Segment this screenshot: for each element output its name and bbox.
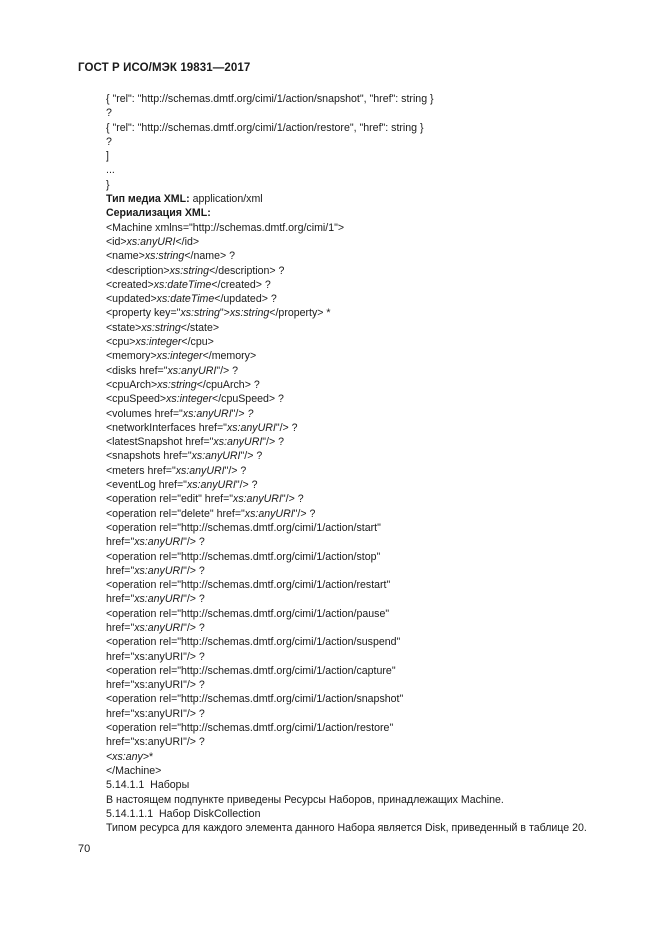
text-segment: <created> xyxy=(106,278,154,291)
document-header: ГОСТ Р ИСО/МЭК 19831—2017 xyxy=(78,62,251,74)
text-segment: xs:dateTime xyxy=(153,278,212,291)
text-segment: xs:anyURI xyxy=(134,564,184,577)
text-segment: xs:anyURI xyxy=(226,421,276,434)
text-line xyxy=(106,163,626,177)
text-line xyxy=(106,149,626,163)
text-line xyxy=(106,650,626,664)
text-segment: <networkInterfaces href=" xyxy=(106,421,227,434)
text-segment: <disks href=" xyxy=(106,364,168,377)
text-segment: <operation rel="edit" href=" xyxy=(106,493,234,506)
text-segment: "/> ? xyxy=(240,450,263,463)
text-segment: <snapshots href=" xyxy=(106,450,192,463)
text-segment: <operation rel="http://schemas.dmtf.org/cimi/1/action/start" xyxy=(106,521,381,534)
text-segment: xs:dateTime xyxy=(156,293,215,306)
text-line xyxy=(106,392,626,406)
text-line xyxy=(106,735,626,749)
text-line xyxy=(106,364,626,378)
text-line xyxy=(106,692,626,706)
text-segment: * xyxy=(149,750,154,763)
text-segment: href=" xyxy=(106,593,135,606)
text-line xyxy=(106,378,626,392)
text-segment: "/> ? xyxy=(183,593,205,606)
text-segment: <operation rel="http://schemas.dmtf.org/cimi/1/action/snapshot" xyxy=(106,693,404,706)
text-segment: </Machine> xyxy=(106,764,162,777)
text-line xyxy=(106,793,626,807)
text-segment: xs:anyURI xyxy=(175,464,225,477)
text-segment: xs:string xyxy=(144,250,185,263)
text-line xyxy=(106,807,626,821)
text-segment: <description> xyxy=(106,264,170,277)
text-segment: <name> xyxy=(106,250,145,263)
text-line xyxy=(106,264,626,278)
text-segment: xs:string xyxy=(141,321,181,334)
text-segment: xs:anyURI xyxy=(167,364,217,377)
text-segment: <operation rel="http://schemas.dmtf.org/cimi/1/action/restart" xyxy=(106,579,391,592)
document-body xyxy=(106,92,626,835)
text-segment: <operation rel="http://schemas.dmtf.org/cimi/1/action/stop" xyxy=(106,550,381,563)
text-segment: ? xyxy=(247,407,254,420)
text-segment: <state> xyxy=(106,321,142,334)
text-segment: <operation rel="http://schemas.dmtf.org/cimi/1/action/capture" xyxy=(106,664,396,677)
text-segment: xs:anyURI xyxy=(213,436,263,449)
text-line xyxy=(106,335,626,349)
text-line xyxy=(106,492,626,506)
text-segment: <updated> xyxy=(106,293,157,306)
text-segment: </memory> xyxy=(202,350,257,363)
text-line xyxy=(106,621,626,635)
text-line xyxy=(106,478,626,492)
text-segment: xs:anyURI xyxy=(134,536,184,549)
text-line xyxy=(106,507,626,521)
text-segment: href="xs:anyURI"/> ? xyxy=(106,650,205,663)
text-line xyxy=(106,535,626,549)
text-segment: Тип медиа XML: xyxy=(106,193,190,206)
text-segment: </cpuSpeed> ? xyxy=(212,393,284,406)
text-segment: application/xml xyxy=(189,193,263,206)
text-line xyxy=(106,449,626,463)
text-segment: Типом ресурса для каждого элемента данного Набора является Disk, приведенный в таблице 20. xyxy=(106,822,587,835)
text-line xyxy=(106,464,626,478)
text-segment: href="xs:anyURI"/> ? xyxy=(106,707,205,720)
text-segment: href=" xyxy=(106,621,135,634)
text-segment: "/> ? xyxy=(216,364,239,377)
text-segment: href="xs:anyURI"/> ? xyxy=(106,736,205,749)
text-segment: xs:anyURI xyxy=(134,593,184,606)
text-segment: <property key=" xyxy=(106,307,181,320)
text-segment: "/> ? xyxy=(281,493,304,506)
text-line xyxy=(106,664,626,678)
text-segment: <cpuArch> xyxy=(106,378,158,391)
text-segment: xs:anyURI xyxy=(126,235,176,248)
text-line xyxy=(106,206,626,220)
text-line xyxy=(106,178,626,192)
text-segment: href=" xyxy=(106,564,135,577)
text-line xyxy=(106,564,626,578)
text-line xyxy=(106,407,626,421)
text-line xyxy=(106,221,626,235)
page-number: 70 xyxy=(78,843,91,855)
text-segment: "> xyxy=(219,307,230,320)
text-segment: <cpu> xyxy=(106,336,136,349)
text-line xyxy=(106,321,626,335)
text-segment: "/> ? xyxy=(224,464,247,477)
text-segment: "/> ? xyxy=(235,479,258,492)
text-segment: "/> ? xyxy=(275,421,298,434)
text-segment: "/> ? xyxy=(293,507,316,520)
text-segment: <eventLog href=" xyxy=(106,479,187,492)
text-line xyxy=(106,192,626,206)
text-segment: <cpuSpeed> xyxy=(106,393,167,406)
text-line xyxy=(106,278,626,292)
text-line xyxy=(106,121,626,135)
text-line xyxy=(106,135,626,149)
text-segment: xs:string xyxy=(169,264,210,277)
text-line xyxy=(106,349,626,363)
text-segment: } xyxy=(106,178,110,191)
text-segment: <id> xyxy=(106,235,127,248)
text-segment: xs:anyURI xyxy=(186,479,236,492)
text-segment: </property> * xyxy=(269,307,331,320)
text-segment: href=" xyxy=(106,536,135,549)
text-line xyxy=(106,678,626,692)
text-line xyxy=(106,578,626,592)
text-segment: xs:string xyxy=(229,307,270,320)
text-segment: В настоящем подпункте приведены Ресурсы Наборов, принадлежащих Machine. xyxy=(106,793,504,806)
text-line xyxy=(106,750,626,764)
text-segment: "/> xyxy=(231,407,248,420)
text-segment: xs:anyURI xyxy=(244,507,294,520)
text-segment: <volumes href=" xyxy=(106,407,183,420)
text-segment: </description> ? xyxy=(209,264,285,277)
text-line xyxy=(106,421,626,435)
text-segment: xs:string xyxy=(157,378,197,391)
text-line xyxy=(106,106,626,120)
text-segment: ? xyxy=(106,107,112,120)
text-line xyxy=(106,306,626,320)
text-segment: xs:anyURI xyxy=(233,493,282,506)
text-segment: 5.14.1.1 Наборы xyxy=(106,779,190,792)
text-line xyxy=(106,821,626,835)
text-segment: <memory> xyxy=(106,350,157,363)
text-line xyxy=(106,707,626,721)
text-segment: xs:anyURI xyxy=(182,407,232,420)
text-line xyxy=(106,721,626,735)
text-segment: Сериализация XML: xyxy=(106,207,211,220)
text-line xyxy=(106,292,626,306)
text-segment: <operation rel="http://schemas.dmtf.org/cimi/1/action/pause" xyxy=(106,607,390,620)
text-segment: "/> ? xyxy=(262,436,285,449)
text-segment: </updated> ? xyxy=(214,293,277,306)
text-segment: <latestSnapshot href=" xyxy=(106,436,214,449)
text-segment: "/> ? xyxy=(183,621,205,634)
text-segment: { "rel": "http://schemas.dmtf.org/cimi/1/action/snapshot", "href": string } xyxy=(106,93,434,105)
text-line xyxy=(106,778,626,792)
text-segment: <xs:any> xyxy=(106,750,149,763)
text-segment: </name> ? xyxy=(184,250,235,263)
text-segment: <Machine xmlns="http://schemas.dmtf.org/cimi/1"> xyxy=(106,221,345,234)
text-line xyxy=(106,592,626,606)
text-segment: xs:integer xyxy=(156,350,203,363)
text-segment: xs:string xyxy=(180,307,220,320)
text-segment: </created> ? xyxy=(211,278,271,291)
text-segment: xs:anyURI xyxy=(134,621,184,634)
text-line xyxy=(106,635,626,649)
text-line xyxy=(106,550,626,564)
text-segment: ] xyxy=(106,150,109,163)
text-line xyxy=(106,764,626,778)
text-segment: ... xyxy=(106,164,115,177)
text-segment: { "rel": "http://schemas.dmtf.org/cimi/1/action/restore", "href": string } xyxy=(106,121,424,134)
text-segment: <operation rel="http://schemas.dmtf.org/cimi/1/action/suspend" xyxy=(106,636,401,649)
text-segment: </state> xyxy=(180,321,220,334)
text-segment: </id> xyxy=(175,235,200,248)
text-segment: </cpuArch> ? xyxy=(196,378,260,391)
text-segment: xs:anyURI xyxy=(191,450,241,463)
text-segment: </cpu> xyxy=(181,336,214,349)
text-line xyxy=(106,249,626,263)
text-segment: <operation rel="delete" href=" xyxy=(106,507,245,520)
text-line xyxy=(106,92,626,106)
text-segment: <meters href=" xyxy=(106,464,176,477)
text-segment: ? xyxy=(106,135,112,148)
text-segment: "/> ? xyxy=(183,536,205,549)
text-line xyxy=(106,235,626,249)
text-line xyxy=(106,607,626,621)
text-segment: xs:integer xyxy=(135,336,182,349)
text-line xyxy=(106,521,626,535)
text-segment: xs:integer xyxy=(166,393,213,406)
text-segment: 5.14.1.1.1 Набор DiskCollection xyxy=(106,807,261,820)
text-segment: <operation rel="http://schemas.dmtf.org/cimi/1/action/restore" xyxy=(106,722,394,735)
text-line xyxy=(106,435,626,449)
text-segment: href="xs:anyURI"/> ? xyxy=(106,679,205,692)
text-segment: "/> ? xyxy=(183,564,205,577)
